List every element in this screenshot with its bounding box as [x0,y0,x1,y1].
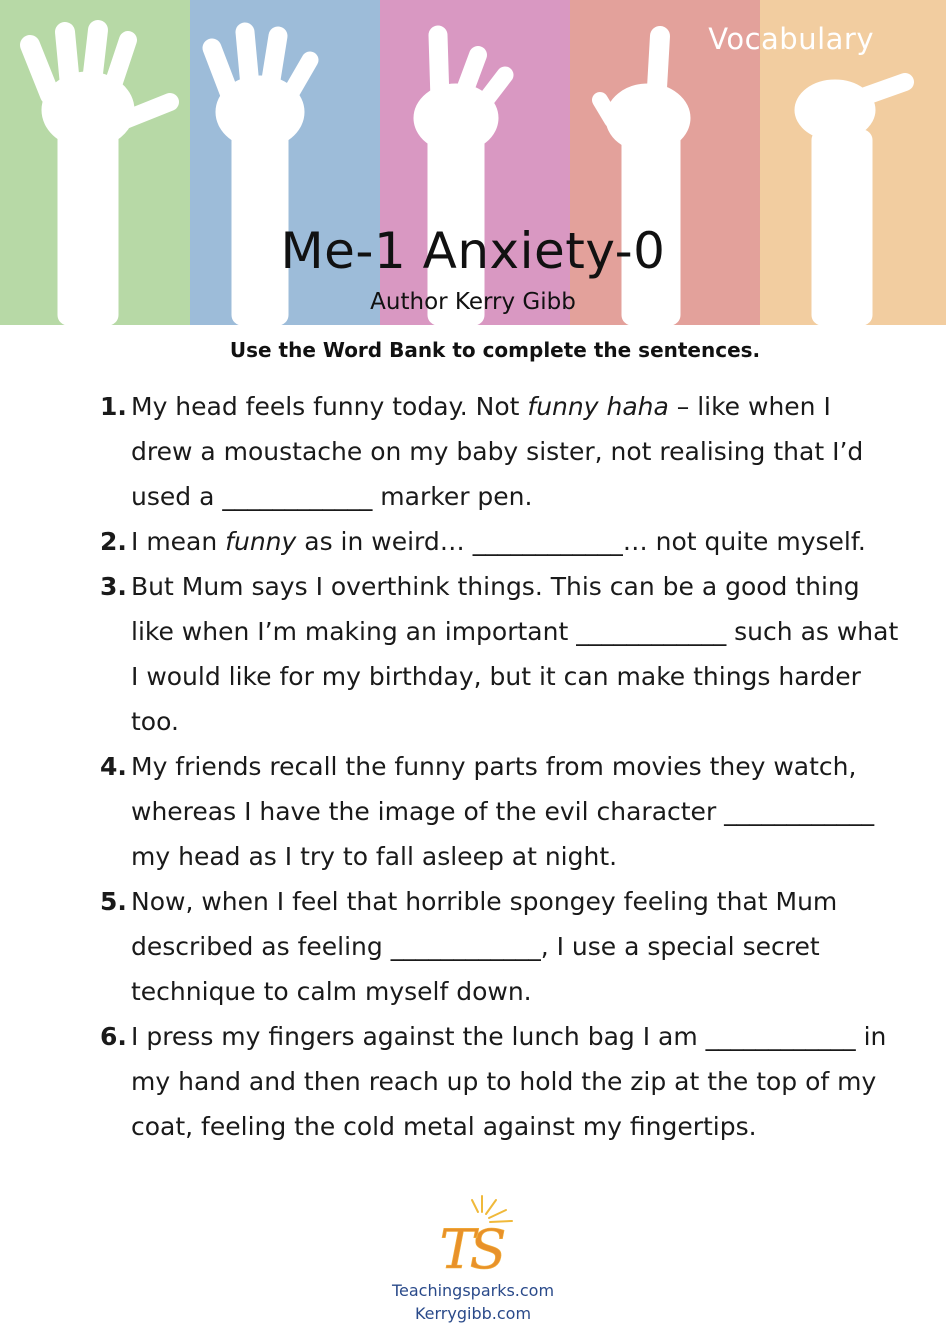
question-text: But Mum says I overthink things. This can be a good thing like when I’m making an important ____________ such as what I would like for my birthday, but it can make things harder too. [131,572,899,736]
question-text: My friends recall the funny parts from movies they watch, whereas I have the image of the evil character ____________ my head as I try to fall asleep at night. [131,752,875,871]
question-item [100,519,900,564]
question-number: 5. [100,887,127,916]
question-list [100,384,900,1149]
category-tag: Vocabulary [708,22,874,56]
footer-site-teachingsparks[interactable]: Teachingsparks.com [391,1281,555,1300]
question-text-rest: as in weird… ____________… not quite myself. [296,527,866,556]
question-emphasis: funny [225,527,297,556]
question-text: Now, when I feel that horrible spongey feeling that Mum described as feeling ____________, I use a special secret technique to calm myself down. [131,887,838,1006]
question-text: I press my fingers against the lunch bag I am ____________ in my hand and then reach up to hold the zip at the top of my coat, feeling the cold metal against my fingertips. [131,1022,887,1141]
question-item [100,384,900,519]
question-item [100,879,900,1014]
author-line: Author Kerry Gibb [370,289,576,315]
spark-logo-icon [420,1190,530,1280]
question-number: 3. [100,572,127,601]
question-text: My head feels funny today. Not [131,392,528,421]
question-text-rest: – like when I drew a moustache on my baby sister, not realising that I’d used a ____________ marker pen. [131,392,864,511]
logo-letters: TS [439,1218,501,1280]
question-number: 1. [100,392,127,421]
page-title: Me-1 Anxiety-0 [280,222,666,280]
question-number: 4. [100,752,127,781]
question-number: 2. [100,527,127,556]
teachingsparks-logo [420,1190,530,1284]
instruction-text: Use the Word Bank to complete the sentences. [229,338,761,362]
footer-site-kerrygibb[interactable]: Kerrygibb.com [414,1304,532,1323]
question-text: I mean [131,527,226,556]
question-emphasis: funny haha [527,392,669,421]
question-item [100,744,900,879]
question-item [100,564,900,744]
question-item [100,1014,900,1149]
question-number: 6. [100,1022,127,1051]
